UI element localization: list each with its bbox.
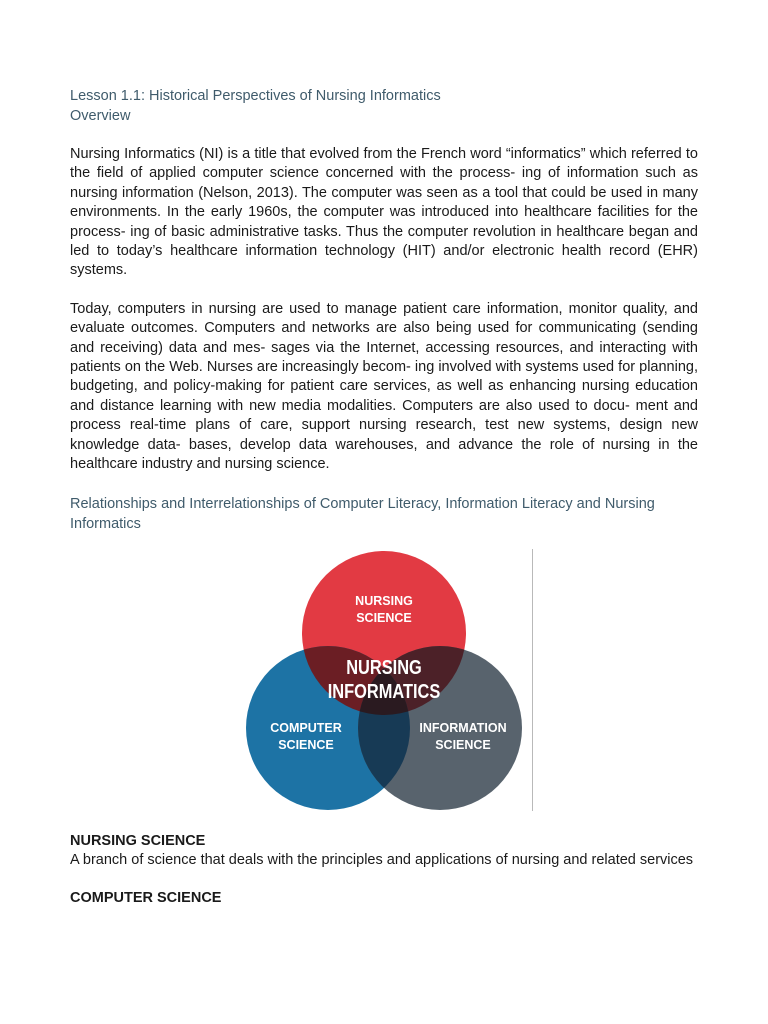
definition-term-computer-science: COMPUTER SCIENCE — [70, 889, 222, 906]
definition-text-nursing-science: A branch of science that deals with the principles and applications of nursing and related services — [70, 851, 694, 868]
lesson-title: Lesson 1.1: Historical Perspectives of Nursing Informatics — [70, 88, 441, 104]
nursing-science-label-2: SCIENCE — [356, 610, 412, 625]
information-science-label-2: SCIENCE — [435, 737, 491, 752]
nursing-informatics-label-2: INFORMATICS — [327, 678, 441, 702]
relationships-heading: Relationships and Interrelationships of Computer Literacy, Information Literacy and Nursing Informatics — [70, 495, 655, 532]
overview-heading: Overview — [70, 108, 131, 124]
computer-science-label-2: SCIENCE — [278, 737, 334, 752]
nursing-science-label-1: NURSING — [355, 593, 413, 608]
figure-divider-line — [532, 549, 533, 811]
venn-diagram-svg — [236, 548, 532, 812]
definition-term-nursing-science: NURSING SCIENCE — [70, 832, 206, 849]
paragraph-computers-in-nursing: Today, computers in nursing are used to manage patient care information, monitor quality, and evaluate outcomes. Computers and networks are also being used for communicating (sending and receiving) data and mes- sages via the Internet, accessing resources, and interacting with patients on the Web. Nurses are increasingly becom- ing involved with systems used for planning, budgeting, and policy-making for patient care services, as well as enhancing nursing education and distance learning with new media modalities. Computers are also used to docu- ment and process real-time plans of care, support nursing research, test new systems, design new knowledge data- bases, develop data warehouses, and advance the role of nursing in the healthcare industry and nursing science. — [70, 300, 698, 473]
information-science-label-1: INFORMATION — [419, 720, 507, 735]
nursing-informatics-label-1: NURSING — [346, 654, 422, 678]
venn-diagram — [236, 548, 532, 812]
document-content — [70, 86, 698, 908]
computer-science-label-1: COMPUTER — [270, 720, 342, 735]
paragraph-ni-history: Nursing Informatics (NI) is a title that evolved from the French word “informatics” which referred to the field of applied computer science concerned with the process- ing of information such as nursing information (Nelson, 2013). The computer was seen as a tool that could be used in many environments. In the early 1960s, the computer was introduced into healthcare facilities for the process- ing of basic administrative tasks. Thus the computer revolution in healthcare began and led to today’s healthcare information technology (HIT) and/or electronic health record (EHR) systems. — [70, 146, 698, 279]
